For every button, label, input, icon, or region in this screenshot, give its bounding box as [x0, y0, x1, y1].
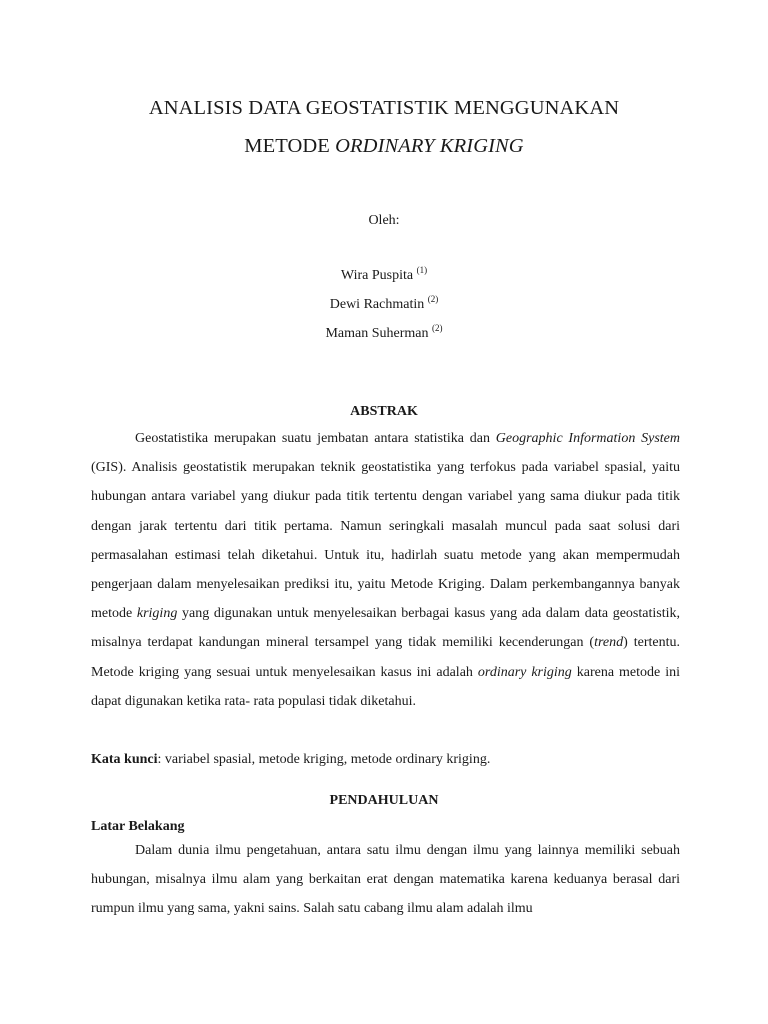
- keywords-label: Kata kunci: [91, 752, 158, 767]
- title-line-2-text: METODE: [244, 135, 336, 157]
- keywords-line: [91, 750, 680, 770]
- abstract-italic-3: trend: [594, 635, 624, 651]
- abstract-heading: ABSTRAK: [350, 404, 418, 419]
- abstract-italic-4: ordinary kriging: [477, 664, 572, 680]
- title-line-1-text: ANALISIS DATA GEOSTATISTIK MENGGUNAKAN: [148, 97, 620, 119]
- abstract-text-4: ) tertentu. Metode kriging yang sesuai untuk menyelesaikan kasus ini adalah: [91, 635, 681, 680]
- introduction-paragraph: Dalam dunia ilmu pengetahuan, antara satu ilmu dengan ilmu yang lainnya memiliki sebuah hubungan, misalnya ilmu alam yang berkaitan erat dengan matematika karena keduanya berasal dari rumpun ilmu yang sama, yakni sains. Salah satu cabang ilmu alam adalah ilmu: [91, 843, 680, 917]
- abstract-text-5: karena metode ini dapat digunakan ketika rata- rata populasi tidak diketahui.: [91, 664, 681, 709]
- abstract-italic-1: Geographic Information System: [495, 431, 680, 446]
- introduction-heading: PENDAHULUAN: [329, 793, 439, 808]
- abstract-paragraph: [91, 424, 680, 716]
- author-3-name: Maman Suherman: [325, 326, 433, 341]
- byline-label: Oleh:: [368, 213, 400, 228]
- abstract-text-1: Geostatistika merupakan suatu jembatan antara statistika dan: [135, 431, 496, 446]
- author-2: [0, 296, 768, 314]
- abstract-text-2: (GIS). Analisis geostatistik merupakan teknik geostatistika yang terfokus pada variabel spasial, yaitu hubungan antara variabel yang diukur pada titik tertentu dengan variabel yang sama diukur pada titik dengan jarak tertentu dari titik pertama. Namun seringkali masalah muncul pada saat solusi dari permasalahan estimasi telah diketahui. Untuk itu, hadirlah suatu metode yang akan mempermudah pengerjaan dalam menyelesaikan prediksi itu, yaitu Metode Kriging. Dalam perkembangannya banyak metode: [91, 460, 680, 622]
- author-1-affiliation: (1): [416, 265, 428, 275]
- abstract-italic-2: kriging: [136, 606, 178, 622]
- paper-title-line-2: [0, 134, 768, 158]
- title-line-2-italic: ORDINARY KRIGING: [335, 135, 524, 157]
- author-1-name: Wira Puspita: [340, 268, 417, 283]
- paper-title-line-1: [0, 96, 768, 120]
- author-3-affiliation: (2): [432, 323, 443, 333]
- author-2-affiliation: (2): [427, 294, 439, 304]
- author-1: [0, 267, 768, 285]
- author-3: [0, 325, 768, 343]
- keywords-text: : variabel spasial, metode kriging, metode ordinary kriging.: [157, 752, 491, 767]
- abstract-text-3: yang digunakan untuk menyelesaikan berbagai kasus yang ada dalam data geostatistik, misalnya terdapat kandungan mineral tersampel yang tidak memiliki kecenderungan (: [91, 606, 680, 651]
- author-2-name: Dewi Rachmatin: [329, 297, 428, 312]
- background-subheading: Latar Belakang: [91, 819, 185, 834]
